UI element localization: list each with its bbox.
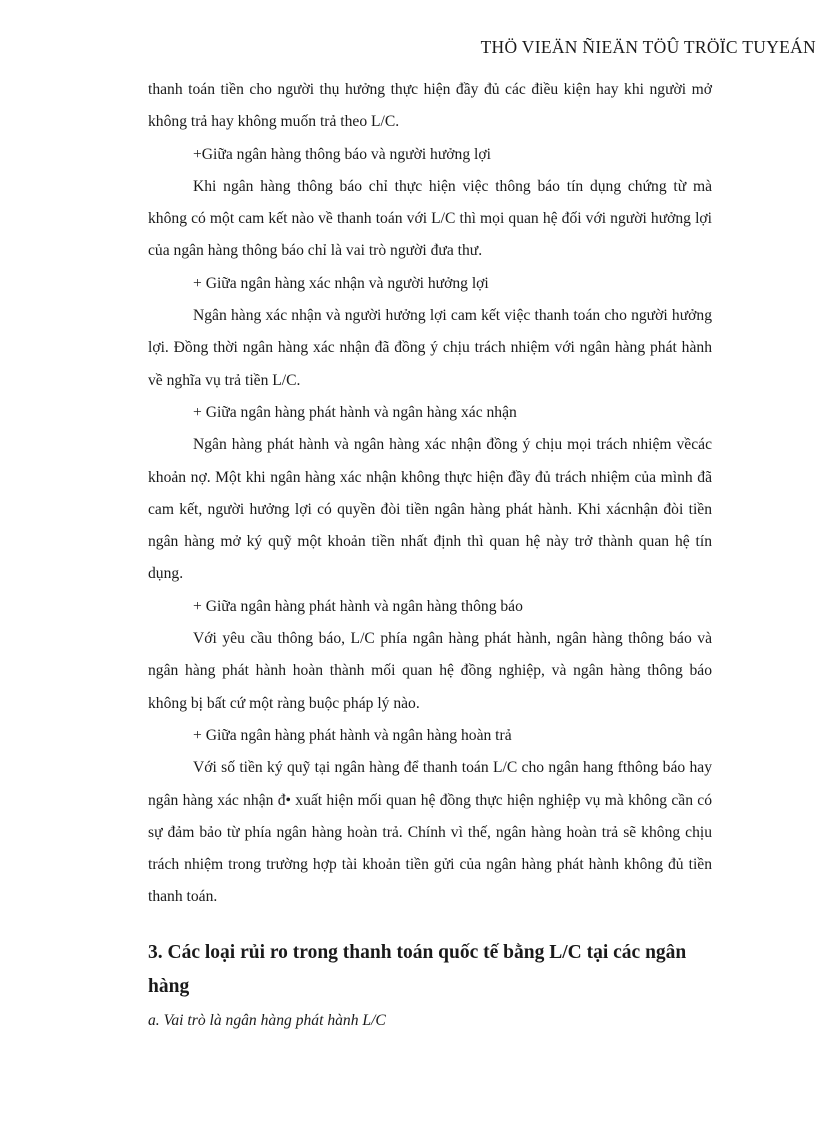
subheading-issuing-confirming-bank: + Giữa ngân hàng phát hành và ngân hàng xác nhận [193, 403, 517, 421]
subheading-notifying-bank-beneficiary: +Giữa ngân hàng thông báo và người hưởng lợi [193, 145, 491, 163]
subheading-confirming-bank-beneficiary: + Giữa ngân hàng xác nhận và người hưởng lợi [193, 274, 489, 292]
section-heading: 3. Các loại rủi ro trong thanh toán quốc tế bằng L/C tại các ngân hàng [148, 941, 687, 997]
paragraph-notifying-bank: Khi ngân hàng thông báo chỉ thực hiện việc thông báo tín dụng chứng từ mà không có một cam kết nào về thanh toán với L/C thì mọi quan hệ đối với người hưởng lợi của ngân hàng thông báo chỉ là vai trò người đưa thư. [148, 177, 712, 260]
paragraph-issuing-confirming: Ngân hàng phát hành và ngân hàng xác nhận đồng ý chịu mọi trách nhiệm vềcác khoản nợ. Một khi ngân hàng xác nhận không thực hiện đầy đủ trách nhiệm của mình đã cam kết, người hưởng lợi có quyền đòi tiền ngân hàng phát hành. Khi xácnhận đòi tiền ngân hàng mở ký quỹ một khoản tiền nhất định thì quan hệ này trở thành quan hệ tín dụng. [148, 436, 712, 583]
subheading-issuing-reimbursing-bank: + Giữa ngân hàng phát hành và ngân hàng hoàn trả [193, 726, 512, 744]
page-header: THÖ VIEÄN ÑIEÄN TÖÛ TRÖÏC TUYEÁN [480, 37, 816, 57]
paragraph-confirming-bank: Ngân hàng xác nhận và người hưởng lợi cam kết việc thanh toán cho người hưởng lợi. Đồng thời ngân hàng xác nhận đã đồng ý chịu trách nhiệm với ngân hàng phát hành về nghĩa vụ trả tiền L/C. [148, 307, 712, 389]
section-subheading: a. Vai trò là ngân hàng phát hành L/C [148, 1011, 386, 1029]
paragraph-continuation: thanh toán tiền cho người thụ hưởng thực hiện đầy đủ các điều kiện hay khi người mở không trả hay không muốn trả theo L/C. [148, 81, 712, 131]
paragraph-issuing-notifying: Với yêu cầu thông báo, L/C phía ngân hàng phát hành, ngân hàng thông báo và ngân hàng phát hành hoàn thành mối quan hệ đồng nghiệp, và ngân hàng thông báo không bị bất cứ một ràng buộc pháp lý nào. [148, 630, 712, 712]
subheading-issuing-notifying-bank: + Giữa ngân hàng phát hành và ngân hàng thông báo [193, 597, 523, 615]
paragraph-issuing-reimbursing: Với số tiền ký quỹ tại ngân hàng để thanh toán L/C cho ngân hang fthông báo hay ngân hàng xác nhận đ• xuất hiện mối quan hệ đồng thực hiện nghiệp vụ mà không cần có sự đảm bảo từ phía ngân hàng hoàn trả. Chính vì thế, ngân hàng hoàn trả sẽ không chịu trách nhiệm trong trường hợp tài khoản tiền gửi của ngân hàng phát hành không đủ tiền thanh toán. [148, 759, 712, 906]
document-body [148, 74, 712, 1036]
